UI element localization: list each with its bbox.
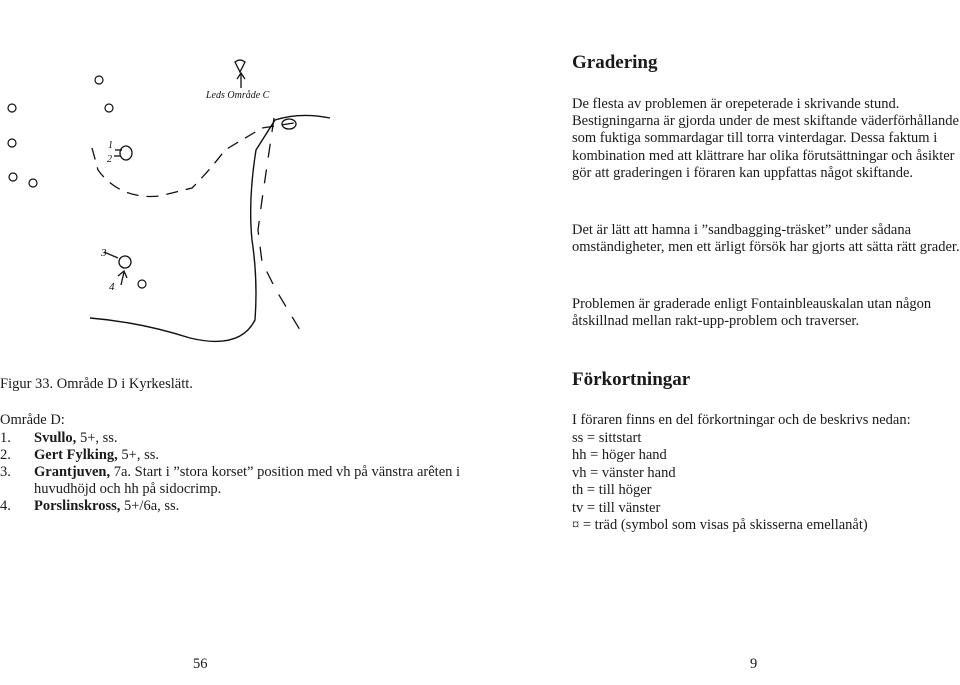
route-details: 5+, ss. [117, 447, 159, 463]
route-details: 5+/6a, ss. [120, 498, 180, 514]
problem-label-1: 1 [108, 140, 113, 151]
route-details: 5+, ss. [76, 430, 118, 446]
problem-label-4: 4 [109, 281, 115, 293]
grading-heading: Gradering [572, 52, 658, 73]
route-number: 1. [0, 430, 11, 446]
abbreviation-item: vh = vänster hand [572, 464, 676, 481]
route-number: 2. [0, 447, 11, 463]
abbreviations-list [572, 412, 960, 535]
solid-outline [90, 115, 330, 341]
page-number-left: 56 [193, 656, 208, 672]
route-name: Gert Fylking, [34, 447, 118, 463]
route-item [0, 498, 470, 515]
abbreviations-heading: Förkortningar [572, 369, 691, 390]
route-item [0, 430, 470, 447]
abbreviation-item: ¤ = träd (symbol som visas på skisserna emellanåt) [572, 517, 868, 533]
route-details: 7a. Start i ”stora korset” position med vh på vänstra arêten i huvudhöjd och hh på sidocrimp. [34, 464, 461, 497]
path-marker [235, 60, 245, 88]
route-item [0, 447, 470, 464]
leds-label: Leds Område C [206, 90, 270, 101]
area-d-sketch-map [0, 0, 480, 360]
route-name: Grantjuven, [34, 464, 111, 480]
abbreviation-item: ss = sittstart [572, 429, 642, 446]
abbreviation-item: hh = höger hand [572, 447, 667, 463]
page-number-right: 9 [750, 656, 758, 672]
grading-paragraph-2: Det är lätt att hamna i ”sandbagging-träsket” under sådana omständigheter, men ett ärligt försök har gjorts att sätta rätt grader. [572, 222, 960, 256]
abbreviation-item: tv = till vänster [572, 499, 661, 516]
area-title: Område D: [0, 412, 65, 428]
boulder-edge-right [258, 118, 300, 330]
abbreviation-item: th = till höger [572, 482, 652, 498]
grading-paragraph-1: De flesta av problemen är orepeterade i skrivande stund. Bestigningarna är gjorda under de mest skiftande väderförhållande som fuktiga sommardagar till torra vinterdagar. Dessa faktum i kombination med att klättrare har olika förutsättningar och åsikter gör att graderingen i föraren kan uppfattas något skiftande. [572, 96, 959, 181]
route-name: Svullo, [34, 430, 77, 446]
figure-caption: Figur 33. Område D i Kyrkeslätt. [0, 376, 193, 392]
problem-label-2: 2 [107, 154, 112, 165]
route-number: 4. [0, 498, 11, 514]
abbreviations-intro: I föraren finns en del förkortningar och de beskrivs nedan: [572, 412, 911, 428]
route-list [0, 430, 470, 515]
route-name: Porslinskross, [34, 498, 121, 514]
route-item [0, 464, 470, 498]
route-number: 3. [0, 464, 11, 480]
problem-label-3: 3 [101, 247, 107, 259]
grading-paragraph-3: Problemen är graderade enligt Fontainbleauskalan utan någon åtskillnad mellan rakt-upp-problem och traverser. [572, 296, 932, 330]
